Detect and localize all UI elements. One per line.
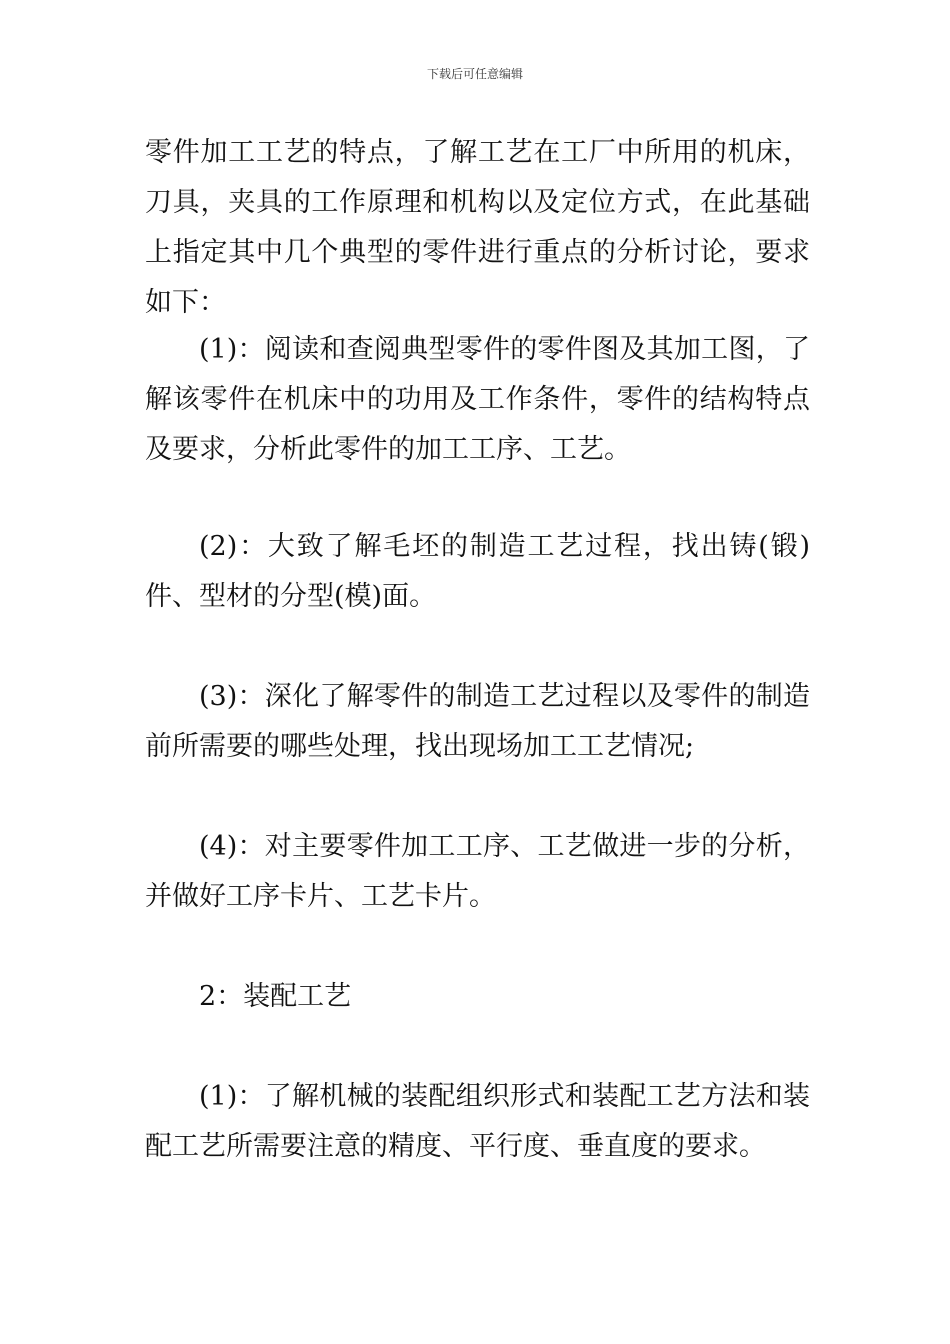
paragraph-item-1: (1)：阅读和查阅典型零件的零件图及其加工图，了解该零件在机床中的功用及工作条件，零件的结构特点及要求，分析此零件的加工工序、工艺。 xyxy=(145,334,810,465)
paragraph-item-4: (4)：对主要零件加工工序、工艺做进一步的分析，并做好工序卡片、工艺卡片。 xyxy=(145,831,810,912)
paragraph-intro: 零件加工工艺的特点，了解工艺在工厂中所用的机床，刀具，夹具的工作原理和机构以及定位方式，在此基础上指定其中几个典型的零件进行重点的分析讨论，要求如下： xyxy=(145,137,810,318)
section-heading-assembly: 2：装配工艺 xyxy=(199,981,352,1012)
header-note: 下载后可任意编辑 xyxy=(426,67,523,81)
paragraph-assembly-item-1: (1)：了解机械的装配组织形式和装配工艺方法和装配工艺所需要注意的精度、平行度、垂直度的要求。 xyxy=(145,1081,810,1162)
paragraph-item-3: (3)：深化了解零件的制造工艺过程以及零件的制造前所需要的哪些处理，找出现场加工工艺情况; xyxy=(145,681,810,762)
paragraph-item-2: (2)：大致了解毛坯的制造工艺过程，找出铸(锻)件、型材的分型(模)面。 xyxy=(145,531,810,612)
